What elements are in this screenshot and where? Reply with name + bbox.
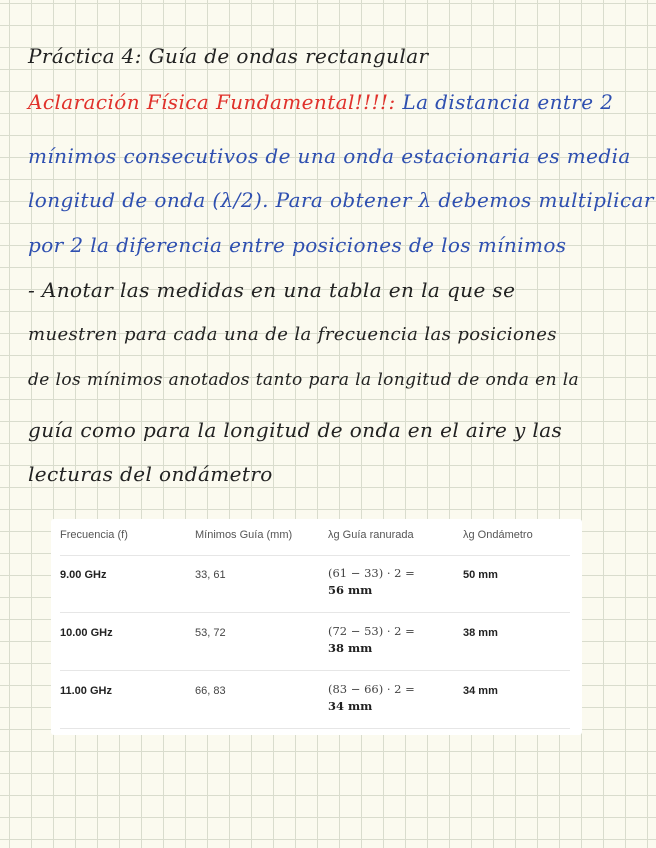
instruction-line-2: muestren para cada una de la frecuencia las posiciones [28,324,557,345]
table-row [51,672,582,728]
row-minima: 66, 83 [195,685,226,697]
row-calc-expression: (83 − 66) · 2 = [328,682,415,696]
row-divider [60,728,570,729]
table-header [51,519,582,555]
row-divider [60,612,570,613]
instruction-line-3: de los mínimos anotados tanto para la longitud de onda en la [28,370,580,390]
row-calculation [328,681,415,715]
table-row [51,556,582,612]
header-wavemeter: λg Ondámetro [463,529,533,541]
measurements-table [51,519,582,735]
table-row [51,614,582,670]
row-frequency: 10.00 GHz [60,627,113,639]
row-calculation [328,623,415,657]
row-wavemeter: 50 mm [463,569,498,581]
row-calc-expression: (61 − 33) · 2 = [328,566,415,580]
instruction-line-4: guía como para la longitud de onda en el aire y las [28,418,563,442]
row-wavemeter: 38 mm [463,627,498,639]
clarification-line-1 [28,90,613,114]
row-calc-expression: (72 − 53) · 2 = [328,624,415,638]
row-calc-result: 38 mm [328,641,373,655]
row-calc-result: 34 mm [328,699,373,713]
header-frequency: Frecuencia (f) [60,529,128,541]
header-slotted-guide: λg Guía ranurada [328,529,414,541]
row-frequency: 9.00 GHz [60,569,107,581]
row-calculation [328,565,415,599]
handwritten-title: Práctica 4: Guía de ondas rectangular [28,44,429,68]
row-wavemeter: 34 mm [463,685,498,697]
clarification-line-2: mínimos consecutivos de una onda estacionaria es media [28,144,631,168]
instruction-line-1: - Anotar las medidas en una tabla en la que se [28,278,516,302]
clarification-label: Aclaración Física Fundamental!!!!: [28,90,396,114]
row-calc-result: 56 mm [328,583,373,597]
clarification-text-1: La distancia entre 2 [402,90,614,114]
header-guide-minima: Mínimos Guía (mm) [195,529,293,541]
row-frequency: 11.00 GHz [60,685,112,697]
clarification-line-4: por 2 la diferencia entre posiciones de los mínimos [28,233,567,257]
clarification-line-3: longitud de onda (λ/2). Para obtener λ debemos multiplicar [28,188,654,212]
instruction-line-5: lecturas del ondámetro [28,462,273,486]
row-divider [60,670,570,671]
row-minima: 33, 61 [195,569,226,581]
row-minima: 53, 72 [195,627,226,639]
